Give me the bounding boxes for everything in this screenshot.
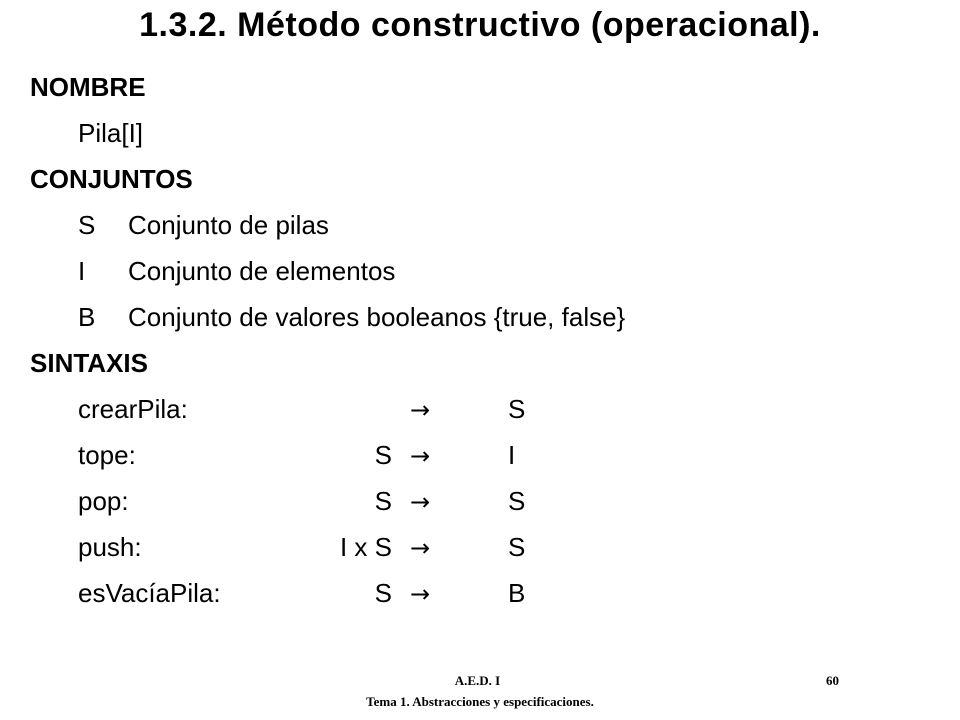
operation-name: push: (78, 532, 142, 562)
operation-codomain: B (508, 578, 526, 608)
nombre-value: Pila[I] (78, 118, 144, 148)
arrow-icon: → (410, 396, 431, 424)
operation-domain: S (374, 486, 392, 516)
nombre-heading: NOMBRE (30, 72, 146, 102)
conjunto-letter: B (78, 302, 96, 332)
conjunto-letter: S (78, 210, 96, 240)
conjuntos-heading: CONJUNTOS (30, 164, 193, 194)
operation-codomain: S (508, 532, 526, 562)
conjunto-description: Conjunto de valores booleanos {true, false} (128, 302, 626, 332)
operation-domain: S (374, 578, 392, 608)
conjunto-description: Conjunto de pilas (128, 210, 329, 240)
footer-page-number: 60 (826, 673, 839, 688)
operation-codomain: S (508, 394, 526, 424)
operation-domain: S (374, 440, 392, 470)
arrow-icon: → (410, 442, 431, 470)
operation-domain: I x S (339, 532, 392, 562)
operation-name: esVacíaPila: (78, 578, 221, 608)
operation-codomain: S (508, 486, 526, 516)
arrow-icon: → (410, 580, 431, 608)
footer-course: A.E.D. I (454, 673, 501, 688)
footer-topic: Tema 1. Abstracciones y especificaciones. (366, 694, 594, 709)
operation-name: tope: (78, 440, 136, 470)
operation-name: crearPila: (78, 394, 188, 424)
slide-title: 1.3.2. Método constructivo (operacional). (139, 6, 821, 44)
arrow-icon: → (410, 534, 431, 562)
operation-name: pop: (78, 486, 129, 516)
operation-codomain: I (508, 440, 516, 470)
conjunto-letter: I (78, 256, 86, 286)
conjunto-description: Conjunto de elementos (128, 256, 396, 286)
sintaxis-heading: SINTAXIS (30, 348, 148, 378)
arrow-icon: → (410, 488, 431, 516)
